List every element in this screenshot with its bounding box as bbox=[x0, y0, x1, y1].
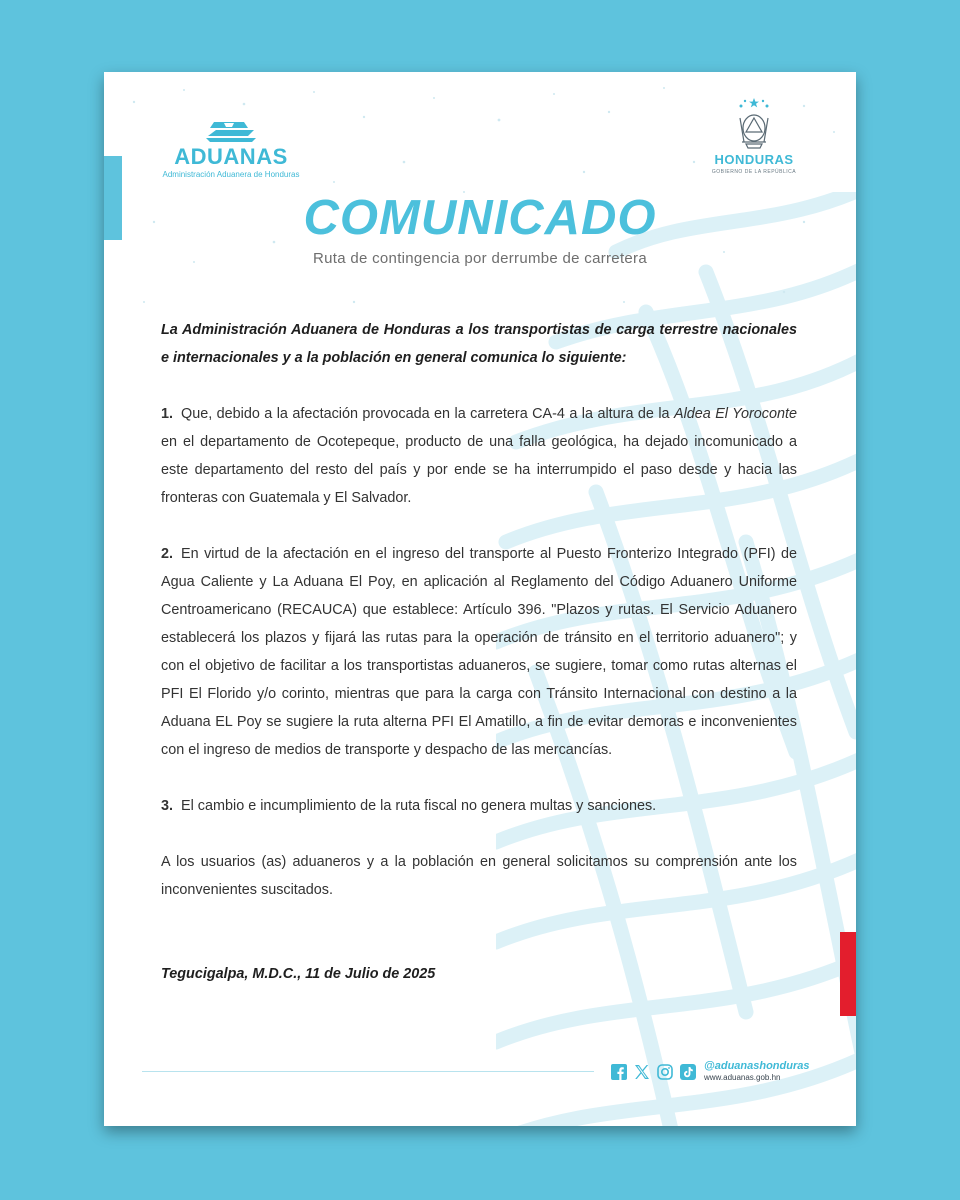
document-date: Tegucigalpa, M.D.C., 11 de Julio de 2025 bbox=[161, 966, 436, 982]
document-title: COMUNICADO bbox=[303, 191, 657, 245]
list-item-text: Que, debido a la afectación provocada en la carretera CA-4 a la altura de la bbox=[181, 406, 674, 422]
list-item-3 bbox=[161, 792, 797, 820]
list-item-1 bbox=[161, 400, 797, 512]
list-item-text: El cambio e incumplimiento de la ruta fiscal no genera multas y sanciones. bbox=[181, 798, 657, 814]
tiktok-icon[interactable] bbox=[679, 1063, 697, 1081]
footer-divider bbox=[142, 1071, 594, 1072]
social-handles bbox=[704, 1061, 809, 1083]
honduras-logo-subtitle: GOBIERNO DE LA REPÚBLICA bbox=[711, 169, 797, 175]
list-item-number: 1. bbox=[161, 406, 174, 422]
honduras-logo-name: HONDURAS bbox=[714, 152, 794, 167]
social-footer bbox=[610, 1059, 809, 1085]
aduanas-logo bbox=[156, 120, 306, 179]
list-item-number: 2. bbox=[161, 546, 174, 562]
intro-paragraph: La Administración Aduanera de Honduras a los transportistas de carga terrestre nacionales e internacionales y a la población en general comunica lo siguiente: bbox=[161, 322, 797, 366]
aduanas-ship-icon bbox=[204, 120, 258, 144]
place-name-emphasis: Aldea El Yoroconte bbox=[673, 406, 797, 422]
list-item-text: En virtud de la afectación en el ingreso del transporte al Puesto Fronterizo Integrado (PFI) de Agua Caliente y La Aduana El Poy, en aplicación al Reglamento del Código Aduanero Uniforme Centroamericano (RECAUCA) que establece: Artículo 396. "Plazos y rutas. El Servicio Aduanero establecerá los plazos y fijará las rutas para la operación de tránsito en el territorio aduanero"; y con el objetivo de facilitar a los transportistas aduaneros, se sugiere, tomar como rutas alternas el PFI El Florido y/o corinto, mientras que para la carga con Tránsito Internacional con destino a la Aduana EL Poy se sugiere la ruta alterna PFI El Amatillo, a fin de evitar demoras e inconvenientes con el ingreso de medios de transporte y despacho de las mercancías. bbox=[161, 546, 797, 758]
list-item-number: 3. bbox=[161, 798, 174, 814]
closing-paragraph: A los usuarios (as) aduaneros y a la población en general solicitamos su comprensión ante los inconvenientes suscitados. bbox=[161, 854, 797, 898]
list-item-2 bbox=[161, 540, 797, 764]
facebook-icon[interactable] bbox=[610, 1063, 628, 1081]
honduras-coat-of-arms-icon bbox=[732, 98, 776, 150]
list-item-text: en el departamento de Ocotepeque, producto de una falla geológica, ha dejado incomunicado a este departamento del resto del país y por ende se ha interrumpido el paso desde y hacia las fronteras con Guatemala y El Salvador. bbox=[161, 434, 797, 506]
right-red-accent-bar bbox=[840, 932, 856, 1016]
honduras-government-logo bbox=[704, 98, 804, 175]
aduanas-logo-name: ADUANAS bbox=[174, 144, 288, 169]
instagram-icon[interactable] bbox=[656, 1063, 674, 1081]
aduanas-logo-subtitle: Administración Aduanera de Honduras bbox=[162, 170, 300, 179]
document-sheet bbox=[104, 72, 856, 1126]
x-icon[interactable] bbox=[633, 1063, 651, 1081]
document-subtitle: Ruta de contingencia por derrumbe de carretera bbox=[313, 250, 647, 267]
social-handle[interactable]: @aduanashonduras bbox=[704, 1060, 810, 1072]
website-link[interactable]: www.aduanas.gob.hn bbox=[704, 1073, 781, 1082]
document-body bbox=[161, 316, 797, 988]
